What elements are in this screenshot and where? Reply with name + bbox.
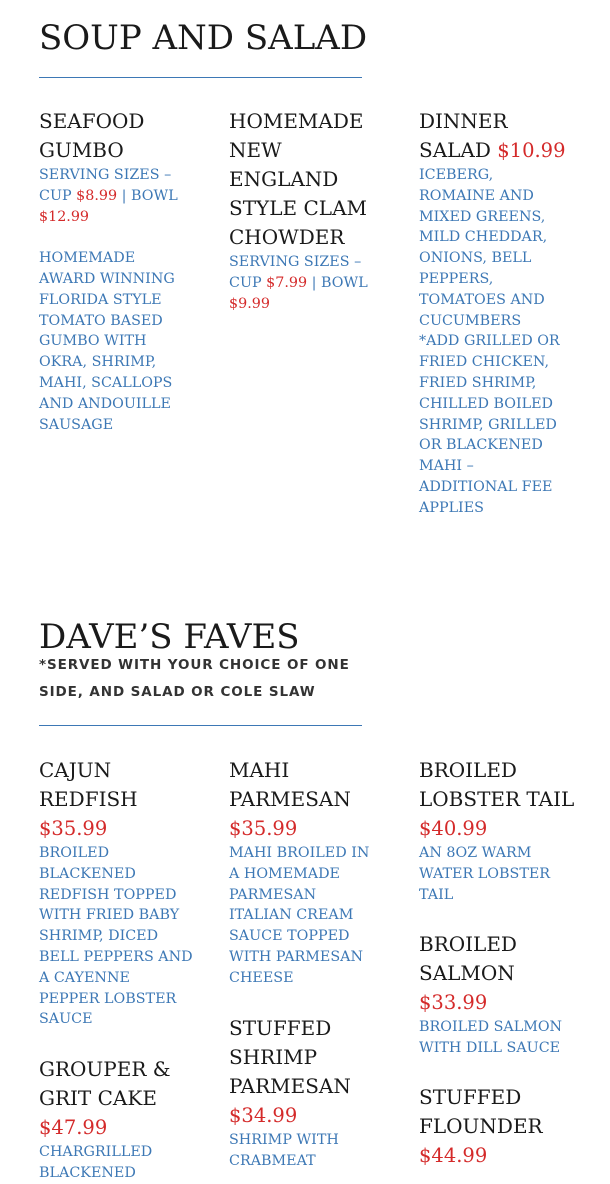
menu-item-mahi-parmesan <box>229 756 379 989</box>
item-description: HOMEMADE AWARD WINNING FLORIDA STYLE TOMATO BASED GUMBO WITH OKRA, SHRIMP, MAHI, SCALLOPS AND ANDOUILLE SAUSAGE <box>39 250 175 433</box>
section-title-soup-and-salad: SOUP AND SALAD <box>39 18 368 58</box>
serving-sizes <box>39 165 189 227</box>
item-note: *ADD GRILLED OR FRIED CHICKEN, FRIED SHRIMP, CHILLED BOILED SHRIMP, GRILLED OR BLACKENED MAHI – ADDITIONAL FEE APPLIES <box>419 333 560 516</box>
item-description: MAHI BROILED IN A HOMEMADE PARMESAN ITALIAN CREAM SAUCE TOPPED WITH PARMESAN CHEESE <box>229 845 370 986</box>
menu-item-stuffed-flounder <box>419 1083 569 1170</box>
menu-item-clam-chowder <box>229 107 369 314</box>
item-price: $44.99 <box>419 1144 488 1167</box>
item-name: BROILED LOBSTER TAIL <box>419 758 575 811</box>
serving-sizes <box>229 252 369 314</box>
cup-price: $7.99 <box>266 274 308 291</box>
cup-price: $8.99 <box>76 187 118 204</box>
item-name: STUFFED SHRIMP PARMESAN <box>229 1016 351 1098</box>
menu-item-broiled-lobster-tail <box>419 756 579 905</box>
menu-item-broiled-salmon <box>419 930 569 1059</box>
item-price: $40.99 <box>419 817 488 840</box>
item-name: DINNER SALAD <box>419 109 508 162</box>
item-name: BROILED SALMON <box>419 932 517 985</box>
item-description: AN 8OZ WARM WATER LOBSTER TAIL <box>419 845 551 903</box>
serving-prefix: SERVING SIZES – CUP <box>39 167 172 204</box>
bowl-price: $12.99 <box>39 208 90 225</box>
item-description: BROILED SALMON WITH DILL SAUCE <box>419 1019 563 1056</box>
item-name: CAJUN REDFISH <box>39 758 138 811</box>
menu-item-cajun-redfish <box>39 756 194 1030</box>
item-description: CHARGRILLED BLACKENED <box>39 1144 153 1181</box>
section-divider <box>39 725 362 726</box>
menu-item-dinner-salad <box>419 107 569 519</box>
section-subtitle: *SERVED WITH YOUR CHOICE OF ONE SIDE, AND SALAD OR COLE SLAW <box>39 657 350 700</box>
item-price: $47.99 <box>39 1116 108 1139</box>
serving-separator: | BOWL <box>121 187 178 204</box>
item-name: STUFFED FLOUNDER <box>419 1085 543 1138</box>
menu-item-stuffed-shrimp-parmesan <box>229 1014 379 1172</box>
item-name: HOMEMADE NEW ENGLAND STYLE CLAM CHOWDER <box>229 109 367 249</box>
section-title-daves-faves: DAVE’S FAVES <box>39 617 300 657</box>
item-description: BROILED BLACKENED REDFISH TOPPED WITH FRIED BABY SHRIMP, DICED BELL PEPPERS AND A CAYENNE PEPPER LOBSTER SAUCE <box>39 845 193 1028</box>
item-name: SEAFOOD GUMBO <box>39 109 145 162</box>
menu-item-seafood-gumbo <box>39 107 189 435</box>
item-description: SHRIMP WITH CRABMEAT <box>229 1132 339 1169</box>
bowl-price: $9.99 <box>229 295 270 312</box>
serving-separator: | BOWL <box>311 274 368 291</box>
section-divider <box>39 77 362 78</box>
item-price: $35.99 <box>229 817 298 840</box>
item-description: ICEBERG, ROMAINE AND MIXED GREENS, MILD CHEDDAR, ONIONS, BELL PEPPERS, TOMATOES AND CUCUMBERS <box>419 167 548 329</box>
item-name: MAHI PARMESAN <box>229 758 351 811</box>
item-price: $33.99 <box>419 991 488 1014</box>
item-price: $35.99 <box>39 817 108 840</box>
serving-prefix: SERVING SIZES – CUP <box>229 254 362 291</box>
item-name: GROUPER & GRIT CAKE <box>39 1057 171 1110</box>
menu-item-grouper-grit-cake <box>39 1055 189 1184</box>
item-price: $10.99 <box>497 139 566 162</box>
item-price: $34.99 <box>229 1104 298 1127</box>
